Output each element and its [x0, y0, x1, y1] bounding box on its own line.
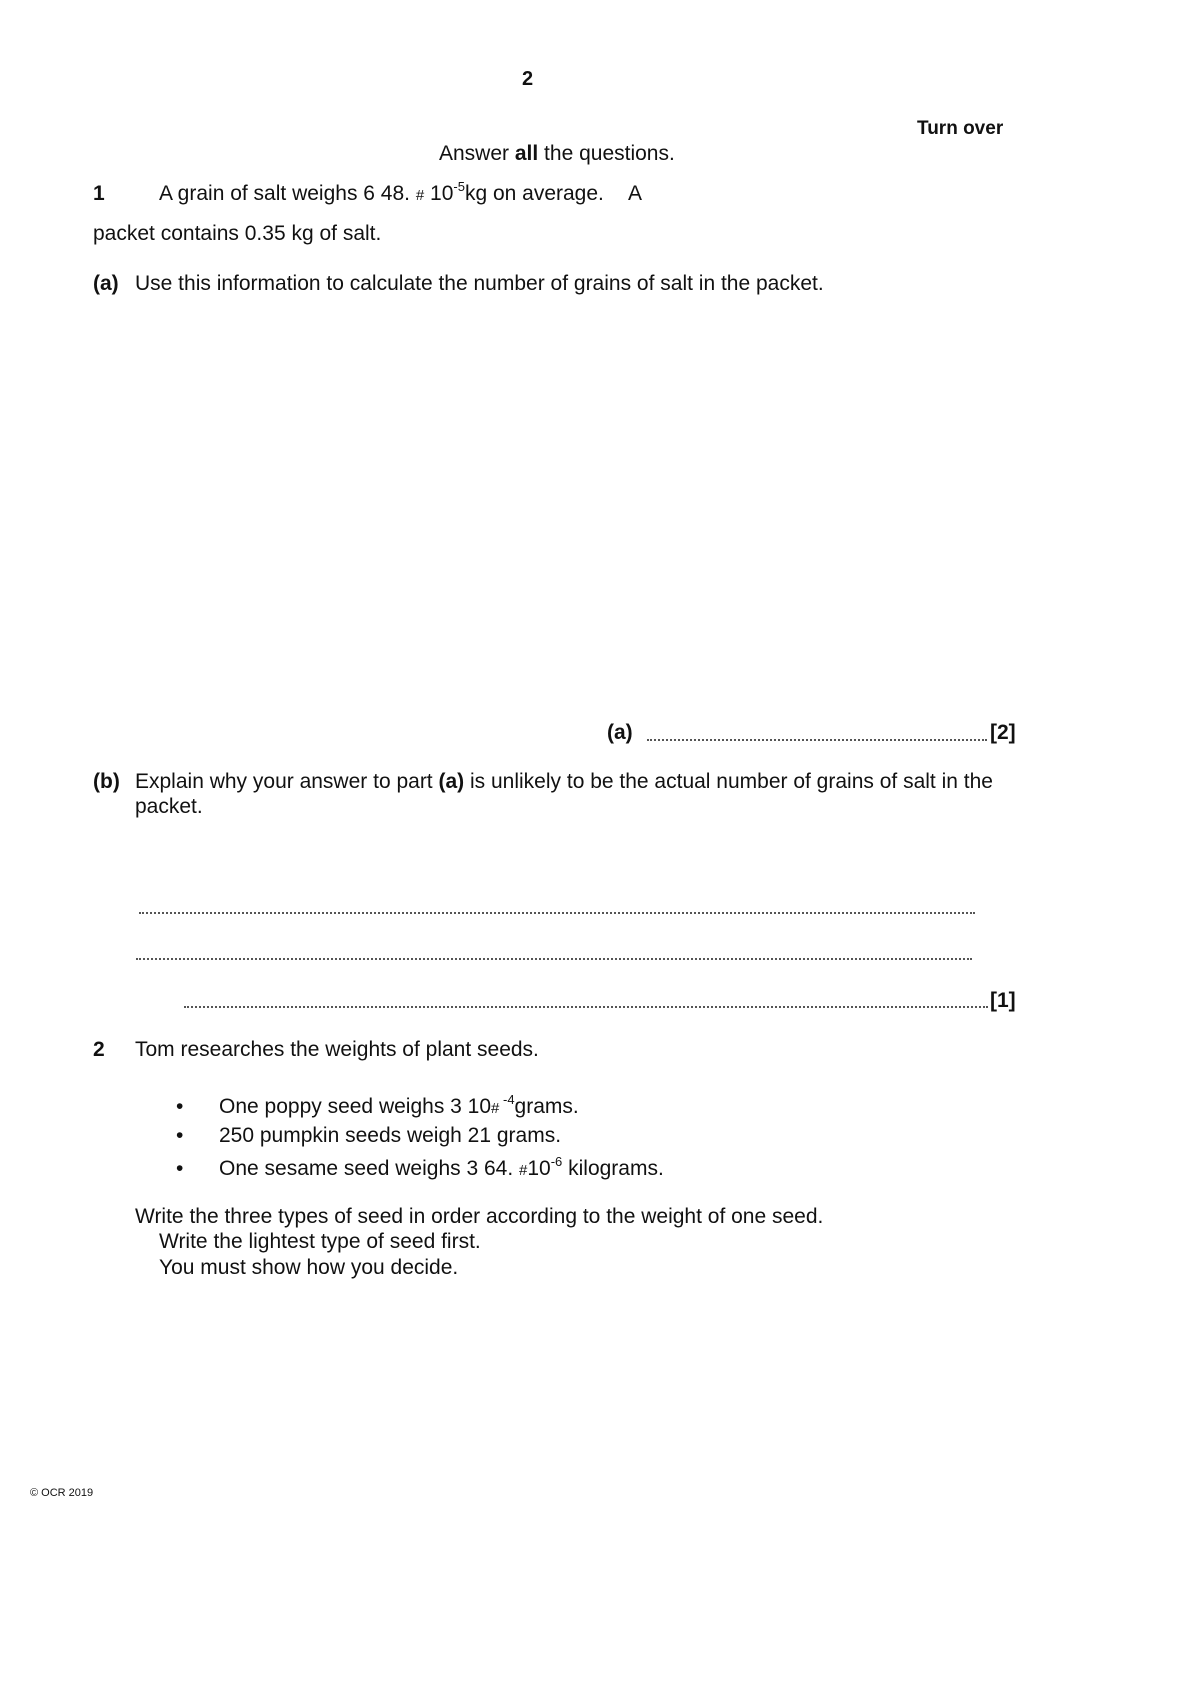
bullet1-exponent: -4	[499, 1092, 515, 1107]
q2-intro: Tom researches the weights of plant seeds.	[135, 1038, 539, 1061]
instruction-post: the questions.	[538, 142, 675, 165]
q2-bullet-3	[219, 1154, 664, 1181]
q1b-text-post: is unlikely to be the actual number of grains of salt in the	[464, 770, 993, 793]
bullet1-text-a: One poppy seed weighs 3 10	[219, 1095, 492, 1118]
q1a-text: Use this information to calculate the number of grains of salt in the packet.	[135, 272, 824, 295]
instruction-line	[439, 142, 675, 166]
q1a-label: (a)	[93, 272, 119, 295]
q2-number: 2	[93, 1038, 105, 1061]
bullet-3-symbol: •	[176, 1157, 184, 1180]
q1a-answer-line[interactable]	[647, 723, 987, 743]
q1-stem-line2: packet contains 0.35 kg of salt.	[93, 222, 382, 245]
q2-instruction-3: You must show how you decide.	[159, 1256, 459, 1279]
q1-stem-c: kg on average.	[464, 182, 604, 205]
q1-exponent: -5	[453, 179, 465, 194]
q1a-answer-label: (a)	[607, 721, 633, 744]
q1-stem-b: 10	[430, 182, 454, 205]
bullet-1-symbol: •	[176, 1095, 184, 1118]
bullet1-text-b: grams.	[514, 1095, 579, 1118]
page-number: 2	[522, 68, 534, 90]
q1b-answer-line-1[interactable]	[139, 896, 975, 916]
multiply-symbol: #	[519, 1162, 528, 1179]
q1-stem-d: A	[628, 182, 643, 205]
multiply-symbol: #	[415, 187, 425, 204]
q1b-text-pre: Explain why your answer to part	[135, 770, 439, 793]
q2-bullet-1	[219, 1092, 579, 1119]
q1-number: 1	[93, 182, 105, 205]
q1b-label: (b)	[93, 770, 120, 793]
q1b-text-bold: (a)	[438, 770, 465, 793]
bullet3-text-c: kilograms.	[562, 1157, 664, 1180]
instruction-pre: Answer	[439, 142, 515, 165]
q2-instruction-2: Write the lightest type of seed first.	[159, 1230, 481, 1253]
q2-bullet-2: 250 pumpkin seeds weigh 21 grams.	[219, 1124, 562, 1147]
q2-instruction-1: Write the three types of seed in order according to the weight of one seed.	[135, 1205, 824, 1228]
q1-stem-line1	[159, 179, 604, 206]
bullet3-text-b: 10	[527, 1157, 551, 1180]
q1-stem-a: A grain of salt weighs 6 48.	[159, 182, 416, 205]
copyright-footer: © OCR 2019	[30, 1487, 94, 1499]
q1b-answer-line-3[interactable]	[184, 990, 988, 1010]
q1b-text-line2: packet.	[135, 795, 203, 818]
q1b-answer-line-2[interactable]	[136, 942, 972, 962]
bullet-2-symbol: •	[176, 1124, 184, 1147]
turn-over-label: Turn over	[917, 118, 1004, 139]
q1b-marks: [1]	[990, 989, 1016, 1012]
q1a-marks: [2]	[990, 721, 1016, 744]
instruction-bold: all	[514, 142, 539, 165]
bullet3-text-a: One sesame seed weighs 3 64.	[219, 1157, 520, 1180]
q1b-text-line1	[135, 770, 993, 794]
bullet3-exponent: -6	[550, 1154, 563, 1169]
multiply-symbol: #	[491, 1100, 500, 1117]
